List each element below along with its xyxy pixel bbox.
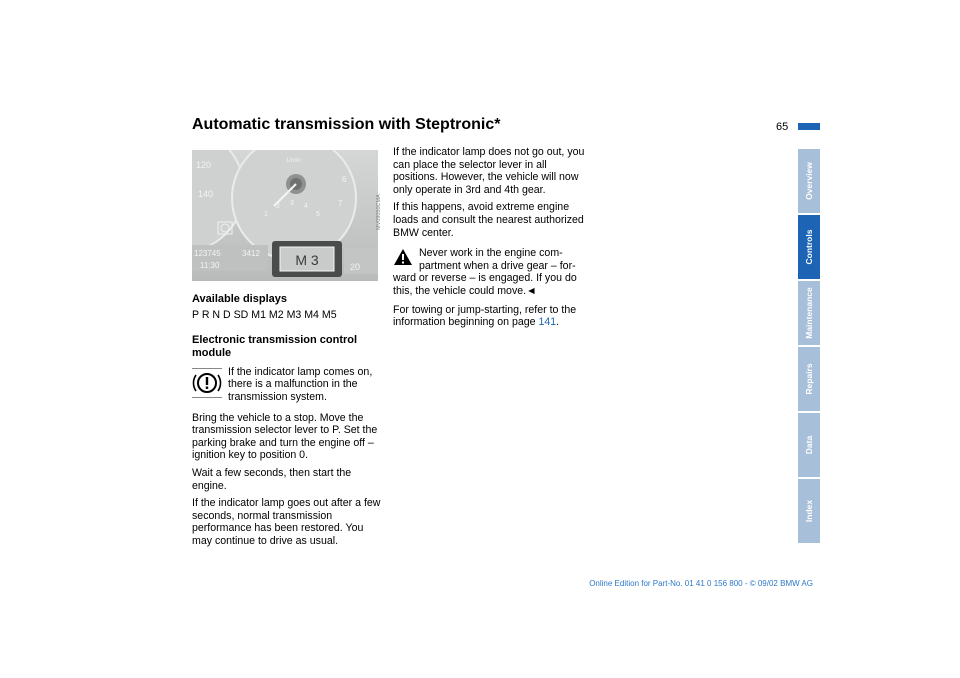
tab-controls-label: Controls xyxy=(804,229,814,265)
engine-warning xyxy=(393,247,593,297)
rpm-7: 7 xyxy=(338,199,343,208)
rpm-2: 2 xyxy=(276,203,280,210)
rpm-6: 6 xyxy=(342,175,347,184)
instrument-cluster-photo xyxy=(192,150,378,281)
warning-line-1: Never work in the engine com- xyxy=(419,247,563,260)
towing-text: For towing or jump-starting, refer to the information beginning on page xyxy=(393,303,577,329)
tab-index-label: Index xyxy=(804,499,814,523)
temperature-readout: 20 xyxy=(350,262,361,272)
gear-display-text: M 3 xyxy=(295,252,319,268)
towing-end: . xyxy=(556,316,560,329)
warning-triangle-icon xyxy=(393,247,413,267)
rpm-4: 4 xyxy=(304,203,308,210)
odometer-readout: 123745 xyxy=(194,249,221,258)
indicator-note-text: If the indicator lamp comes on, there is a malfunction in the transmission system. xyxy=(228,365,373,403)
left-column xyxy=(192,150,382,553)
warning-rest: ward or reverse – is engaged. If you do this, the vehicle could move.◄ xyxy=(393,272,577,297)
tab-data-label: Data xyxy=(804,435,814,455)
transmission-malfunction-icon xyxy=(192,369,222,397)
rpm-1: 1 xyxy=(264,211,268,218)
etc-paragraph-3: If the indicator lamp goes out after a few seconds, normal transmission performance has been restored. You may continue to drive as usual. xyxy=(192,497,381,547)
tab-overview-label: Overview xyxy=(804,162,814,200)
trip-readout: 3412 xyxy=(242,249,260,258)
page-number: 65 xyxy=(776,121,789,133)
tab-maintenance[interactable] xyxy=(798,281,820,345)
rpm-3: 3 xyxy=(290,200,294,207)
speed-140: 140 xyxy=(198,189,214,199)
col2-paragraph-1: If the indicator lamp does not go out, you can place the selector lever in all positions. However, the vehicle will now only operate in 3rd and 4th gear. xyxy=(393,146,585,196)
figure-code: MV09050CMA xyxy=(376,194,382,230)
rpm-unit: 1/min xyxy=(286,158,301,164)
footer-edition-text: Online Edition for Part-No. 01 41 0 156 800 - © 09/02 BMW AG xyxy=(589,579,813,588)
etc-paragraph-2: Wait a few seconds, then start the engine. xyxy=(192,466,352,492)
page-141-link[interactable]: 141 xyxy=(538,316,557,329)
col2-paragraph-2: If this happens, avoid extreme engine loads and consult the nearest authorized BMW center. xyxy=(393,201,584,239)
towing-paragraph xyxy=(393,304,593,329)
rpm-5: 5 xyxy=(316,211,320,218)
available-displays-text: P R N D SD M1 M2 M3 M4 M5 xyxy=(192,309,337,321)
page-title: Automatic transmission with Steptronic* xyxy=(192,116,501,133)
tab-repairs-label: Repairs xyxy=(804,363,814,395)
indicator-note xyxy=(192,366,382,406)
speed-120: 120 xyxy=(196,160,212,170)
tab-repairs[interactable] xyxy=(798,347,820,411)
section-tabs xyxy=(798,149,820,545)
tab-overview[interactable] xyxy=(798,149,820,213)
tab-index[interactable] xyxy=(798,479,820,543)
warning-line-2: partment when a drive gear – for- xyxy=(419,259,576,272)
header-accent-bar xyxy=(798,123,820,130)
tab-maintenance-label: Maintenance xyxy=(804,287,814,339)
etc-paragraph-1: Bring the vehicle to a stop. Move the transmission selector lever to P. Set the parking brake and turn the engine off – ignition key to position 0. xyxy=(192,411,378,462)
right-column xyxy=(393,146,593,334)
instrument-cluster-illustration xyxy=(192,150,378,281)
heading-etc-module: Electronic transmission control module xyxy=(192,333,358,359)
tab-data[interactable] xyxy=(798,413,820,477)
note-icon-frame xyxy=(192,368,222,398)
tab-controls[interactable] xyxy=(798,215,820,279)
heading-available-displays: Available displays xyxy=(192,293,287,305)
clock-readout: 11:30 xyxy=(200,261,220,270)
